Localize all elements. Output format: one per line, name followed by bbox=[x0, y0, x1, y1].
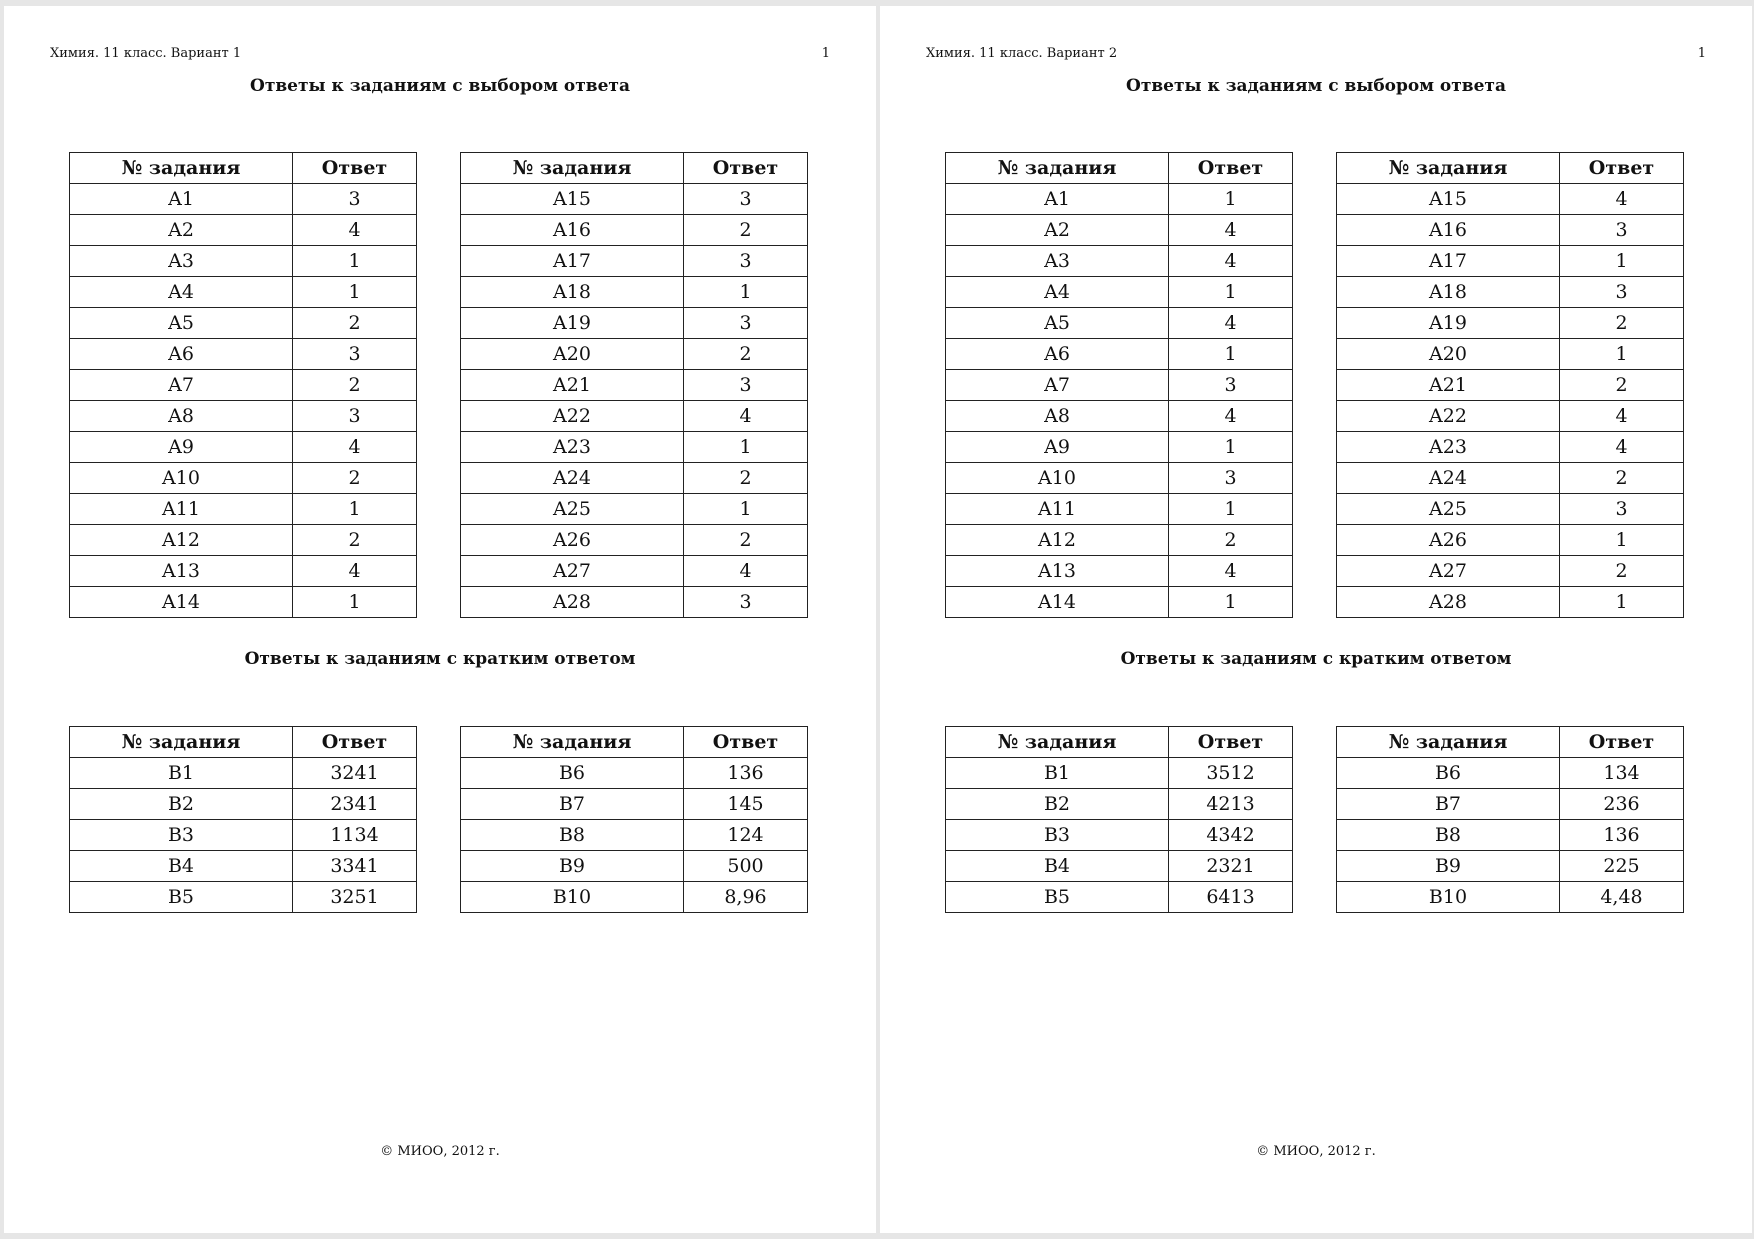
answer-cell: 3 bbox=[293, 401, 417, 432]
answer-cell: 4 bbox=[1169, 556, 1293, 587]
table-row bbox=[1337, 789, 1684, 820]
task-number-cell: A10 bbox=[946, 463, 1169, 494]
column-header-answer: Ответ bbox=[293, 153, 417, 184]
table-row bbox=[946, 494, 1293, 525]
column-header-answer: Ответ bbox=[1560, 727, 1684, 758]
table-row bbox=[461, 463, 808, 494]
answer-cell: 4 bbox=[684, 401, 808, 432]
task-number-cell: B3 bbox=[70, 820, 293, 851]
answer-cell: 4 bbox=[1169, 308, 1293, 339]
answer-cell: 1 bbox=[293, 246, 417, 277]
answer-cell: 4 bbox=[293, 432, 417, 463]
table-row bbox=[461, 370, 808, 401]
answer-cell: 124 bbox=[684, 820, 808, 851]
task-number-cell: A5 bbox=[946, 308, 1169, 339]
answer-cell: 2 bbox=[293, 463, 417, 494]
answer-cell: 2 bbox=[293, 308, 417, 339]
answer-cell: 4 bbox=[1560, 184, 1684, 215]
table-row bbox=[946, 882, 1293, 913]
answer-cell: 2 bbox=[1560, 370, 1684, 401]
table-row bbox=[70, 556, 417, 587]
task-number-cell: A14 bbox=[946, 587, 1169, 618]
answer-cell: 4 bbox=[1169, 215, 1293, 246]
page-header-title: Химия. 11 класс. Вариант 2 bbox=[926, 46, 1118, 61]
task-number-cell: A18 bbox=[461, 277, 684, 308]
task-number-cell: A11 bbox=[946, 494, 1169, 525]
page-number: 1 bbox=[821, 46, 830, 61]
task-number-cell: A23 bbox=[461, 432, 684, 463]
answer-cell: 4,48 bbox=[1560, 882, 1684, 913]
answer-cell: 3 bbox=[684, 308, 808, 339]
column-header-task: № задания bbox=[1337, 727, 1560, 758]
task-number-cell: B4 bbox=[946, 851, 1169, 882]
table-row bbox=[70, 277, 417, 308]
table-row bbox=[70, 370, 417, 401]
task-number-cell: A22 bbox=[1337, 401, 1560, 432]
table-row bbox=[946, 758, 1293, 789]
table-row bbox=[70, 432, 417, 463]
answer-cell: 4 bbox=[1560, 432, 1684, 463]
task-number-cell: A4 bbox=[946, 277, 1169, 308]
task-number-cell: A5 bbox=[70, 308, 293, 339]
section-title-short-answer: Ответы к заданиям с кратким ответом bbox=[244, 649, 636, 669]
table-row bbox=[946, 587, 1293, 618]
column-header-answer: Ответ bbox=[1169, 153, 1293, 184]
task-number-cell: A15 bbox=[461, 184, 684, 215]
table-row bbox=[946, 308, 1293, 339]
answers-table bbox=[69, 726, 417, 913]
table-row bbox=[70, 308, 417, 339]
column-header-answer: Ответ bbox=[293, 727, 417, 758]
table-row bbox=[1337, 246, 1684, 277]
table-row bbox=[1337, 556, 1684, 587]
section-title-multiple-choice: Ответы к заданиям с выбором ответа bbox=[1126, 76, 1506, 96]
task-number-cell: A15 bbox=[1337, 184, 1560, 215]
task-number-cell: A22 bbox=[461, 401, 684, 432]
table-row bbox=[946, 184, 1293, 215]
table-row bbox=[1337, 587, 1684, 618]
answer-cell: 136 bbox=[1560, 820, 1684, 851]
task-number-cell: A27 bbox=[461, 556, 684, 587]
task-number-cell: B3 bbox=[946, 820, 1169, 851]
task-number-cell: B6 bbox=[1337, 758, 1560, 789]
task-number-cell: B5 bbox=[70, 882, 293, 913]
answer-cell: 3 bbox=[1560, 494, 1684, 525]
column-header-task: № задания bbox=[70, 727, 293, 758]
table-row bbox=[70, 215, 417, 246]
table-row bbox=[946, 339, 1293, 370]
section-title-multiple-choice: Ответы к заданиям с выбором ответа bbox=[250, 76, 630, 96]
table-row bbox=[461, 525, 808, 556]
answer-cell: 4 bbox=[1169, 246, 1293, 277]
task-number-cell: A21 bbox=[461, 370, 684, 401]
table-row bbox=[1337, 820, 1684, 851]
column-header-task: № задания bbox=[946, 153, 1169, 184]
answer-cell: 1 bbox=[293, 277, 417, 308]
table-row bbox=[70, 587, 417, 618]
answer-cell: 236 bbox=[1560, 789, 1684, 820]
answers-table bbox=[1336, 726, 1684, 913]
task-number-cell: A28 bbox=[461, 587, 684, 618]
answer-cell: 500 bbox=[684, 851, 808, 882]
task-number-cell: A19 bbox=[1337, 308, 1560, 339]
answer-cell: 4 bbox=[1169, 401, 1293, 432]
answer-cell: 6413 bbox=[1169, 882, 1293, 913]
table-row bbox=[461, 556, 808, 587]
task-number-cell: B7 bbox=[461, 789, 684, 820]
task-number-cell: A19 bbox=[461, 308, 684, 339]
answer-cell: 1 bbox=[293, 587, 417, 618]
table-row bbox=[70, 339, 417, 370]
page-header-title: Химия. 11 класс. Вариант 1 bbox=[50, 46, 242, 61]
table-row bbox=[461, 820, 808, 851]
answer-cell: 3341 bbox=[293, 851, 417, 882]
table-row bbox=[70, 184, 417, 215]
column-header-task: № задания bbox=[461, 727, 684, 758]
answer-cell: 2 bbox=[684, 339, 808, 370]
table-row bbox=[461, 215, 808, 246]
answers-table bbox=[460, 152, 808, 618]
answer-cell: 1 bbox=[1169, 494, 1293, 525]
answer-cell: 1 bbox=[1560, 339, 1684, 370]
task-number-cell: A2 bbox=[70, 215, 293, 246]
task-number-cell: A13 bbox=[70, 556, 293, 587]
table-row bbox=[70, 758, 417, 789]
answer-cell: 3 bbox=[684, 370, 808, 401]
table-row bbox=[1337, 184, 1684, 215]
page-footer-copyright: © МИОО, 2012 г. bbox=[380, 1144, 500, 1159]
answer-cell: 1134 bbox=[293, 820, 417, 851]
table-row bbox=[70, 246, 417, 277]
table-row bbox=[461, 339, 808, 370]
table-row bbox=[1337, 494, 1684, 525]
task-number-cell: A25 bbox=[1337, 494, 1560, 525]
table-row bbox=[461, 308, 808, 339]
task-number-cell: A3 bbox=[946, 246, 1169, 277]
answer-cell: 136 bbox=[684, 758, 808, 789]
answer-cell: 2 bbox=[1560, 463, 1684, 494]
task-number-cell: A8 bbox=[946, 401, 1169, 432]
table-row bbox=[946, 556, 1293, 587]
answer-cell: 4 bbox=[293, 556, 417, 587]
task-number-cell: A20 bbox=[461, 339, 684, 370]
answer-cell: 4 bbox=[293, 215, 417, 246]
table-row bbox=[70, 494, 417, 525]
table-row bbox=[1337, 525, 1684, 556]
table-row bbox=[70, 882, 417, 913]
task-number-cell: B4 bbox=[70, 851, 293, 882]
column-header-answer: Ответ bbox=[684, 153, 808, 184]
answer-sheet-page-variant-2 bbox=[880, 6, 1752, 1233]
table-row bbox=[946, 215, 1293, 246]
task-number-cell: B10 bbox=[461, 882, 684, 913]
answer-cell: 1 bbox=[1560, 246, 1684, 277]
task-number-cell: A7 bbox=[946, 370, 1169, 401]
answer-sheet-page-variant-1 bbox=[4, 6, 876, 1233]
table-row bbox=[461, 246, 808, 277]
answer-cell: 2 bbox=[1560, 556, 1684, 587]
table-row bbox=[946, 820, 1293, 851]
task-number-cell: A26 bbox=[1337, 525, 1560, 556]
table-row bbox=[461, 277, 808, 308]
task-number-cell: B1 bbox=[70, 758, 293, 789]
task-number-cell: A20 bbox=[1337, 339, 1560, 370]
table-row bbox=[70, 525, 417, 556]
answer-cell: 3 bbox=[1560, 215, 1684, 246]
task-number-cell: A24 bbox=[1337, 463, 1560, 494]
answer-cell: 2 bbox=[1169, 525, 1293, 556]
answer-cell: 1 bbox=[684, 277, 808, 308]
column-header-task: № задания bbox=[461, 153, 684, 184]
task-number-cell: A9 bbox=[70, 432, 293, 463]
table-row bbox=[946, 432, 1293, 463]
task-number-cell: A28 bbox=[1337, 587, 1560, 618]
task-number-cell: A16 bbox=[461, 215, 684, 246]
table-row bbox=[1337, 370, 1684, 401]
table-row bbox=[1337, 882, 1684, 913]
task-number-cell: A12 bbox=[70, 525, 293, 556]
table-row bbox=[1337, 215, 1684, 246]
table-row bbox=[70, 463, 417, 494]
table-row bbox=[1337, 401, 1684, 432]
task-number-cell: B1 bbox=[946, 758, 1169, 789]
answer-cell: 1 bbox=[1560, 587, 1684, 618]
task-number-cell: B10 bbox=[1337, 882, 1560, 913]
answer-cell: 4213 bbox=[1169, 789, 1293, 820]
task-number-cell: A2 bbox=[946, 215, 1169, 246]
task-number-cell: A10 bbox=[70, 463, 293, 494]
answer-cell: 3251 bbox=[293, 882, 417, 913]
answer-cell: 2 bbox=[1560, 308, 1684, 339]
answer-cell: 4 bbox=[684, 556, 808, 587]
task-number-cell: A17 bbox=[1337, 246, 1560, 277]
task-number-cell: B7 bbox=[1337, 789, 1560, 820]
table-row bbox=[1337, 851, 1684, 882]
task-number-cell: A3 bbox=[70, 246, 293, 277]
task-number-cell: B6 bbox=[461, 758, 684, 789]
answer-cell: 3 bbox=[1169, 463, 1293, 494]
answer-cell: 1 bbox=[1169, 339, 1293, 370]
table-row bbox=[946, 370, 1293, 401]
answer-cell: 134 bbox=[1560, 758, 1684, 789]
task-number-cell: A25 bbox=[461, 494, 684, 525]
task-number-cell: A9 bbox=[946, 432, 1169, 463]
task-number-cell: A23 bbox=[1337, 432, 1560, 463]
table-row bbox=[70, 820, 417, 851]
task-number-cell: B8 bbox=[1337, 820, 1560, 851]
answer-cell: 3241 bbox=[293, 758, 417, 789]
task-number-cell: A1 bbox=[946, 184, 1169, 215]
answer-cell: 1 bbox=[684, 432, 808, 463]
table-row bbox=[946, 789, 1293, 820]
table-row bbox=[461, 758, 808, 789]
answer-cell: 2 bbox=[293, 370, 417, 401]
answer-cell: 4 bbox=[1560, 401, 1684, 432]
task-number-cell: A26 bbox=[461, 525, 684, 556]
answer-cell: 3 bbox=[1169, 370, 1293, 401]
task-number-cell: A6 bbox=[946, 339, 1169, 370]
answer-cell: 8,96 bbox=[684, 882, 808, 913]
page-footer-copyright: © МИОО, 2012 г. bbox=[1256, 1144, 1376, 1159]
table-row bbox=[461, 882, 808, 913]
answer-cell: 2 bbox=[293, 525, 417, 556]
table-row bbox=[1337, 432, 1684, 463]
table-row bbox=[461, 401, 808, 432]
table-row bbox=[461, 851, 808, 882]
section-title-short-answer: Ответы к заданиям с кратким ответом bbox=[1120, 649, 1512, 669]
task-number-cell: B9 bbox=[1337, 851, 1560, 882]
task-number-cell: A18 bbox=[1337, 277, 1560, 308]
answer-cell: 1 bbox=[1560, 525, 1684, 556]
task-number-cell: A16 bbox=[1337, 215, 1560, 246]
table-row bbox=[946, 277, 1293, 308]
answer-cell: 1 bbox=[1169, 432, 1293, 463]
answer-cell: 2 bbox=[684, 463, 808, 494]
answer-cell: 1 bbox=[1169, 587, 1293, 618]
answer-cell: 4342 bbox=[1169, 820, 1293, 851]
answer-cell: 1 bbox=[1169, 184, 1293, 215]
task-number-cell: A12 bbox=[946, 525, 1169, 556]
task-number-cell: B8 bbox=[461, 820, 684, 851]
table-row bbox=[946, 246, 1293, 277]
table-row bbox=[946, 463, 1293, 494]
table-row bbox=[70, 851, 417, 882]
answer-cell: 3512 bbox=[1169, 758, 1293, 789]
task-number-cell: A7 bbox=[70, 370, 293, 401]
task-number-cell: B2 bbox=[946, 789, 1169, 820]
answer-cell: 3 bbox=[1560, 277, 1684, 308]
column-header-answer: Ответ bbox=[684, 727, 808, 758]
answer-cell: 3 bbox=[684, 184, 808, 215]
task-number-cell: A21 bbox=[1337, 370, 1560, 401]
table-row bbox=[1337, 308, 1684, 339]
answer-cell: 1 bbox=[684, 494, 808, 525]
table-row bbox=[946, 401, 1293, 432]
table-row bbox=[461, 587, 808, 618]
task-number-cell: A24 bbox=[461, 463, 684, 494]
table-row bbox=[70, 401, 417, 432]
column-header-task: № задания bbox=[70, 153, 293, 184]
column-header-task: № задания bbox=[946, 727, 1169, 758]
answers-table bbox=[460, 726, 808, 913]
answer-cell: 2 bbox=[684, 215, 808, 246]
table-row bbox=[461, 184, 808, 215]
task-number-cell: A27 bbox=[1337, 556, 1560, 587]
answer-cell: 225 bbox=[1560, 851, 1684, 882]
answers-table bbox=[69, 152, 417, 618]
task-number-cell: A8 bbox=[70, 401, 293, 432]
answers-table bbox=[945, 152, 1293, 618]
page-number: 1 bbox=[1697, 46, 1706, 61]
table-row bbox=[1337, 339, 1684, 370]
task-number-cell: B5 bbox=[946, 882, 1169, 913]
table-row bbox=[946, 851, 1293, 882]
answer-cell: 3 bbox=[684, 587, 808, 618]
task-number-cell: A14 bbox=[70, 587, 293, 618]
answer-cell: 3 bbox=[684, 246, 808, 277]
task-number-cell: B9 bbox=[461, 851, 684, 882]
answers-table bbox=[1336, 152, 1684, 618]
answer-cell: 1 bbox=[293, 494, 417, 525]
task-number-cell: A4 bbox=[70, 277, 293, 308]
answer-cell: 2341 bbox=[293, 789, 417, 820]
table-row bbox=[461, 789, 808, 820]
table-row bbox=[1337, 758, 1684, 789]
task-number-cell: A6 bbox=[70, 339, 293, 370]
table-row bbox=[461, 494, 808, 525]
answer-cell: 2 bbox=[684, 525, 808, 556]
column-header-answer: Ответ bbox=[1169, 727, 1293, 758]
task-number-cell: A11 bbox=[70, 494, 293, 525]
table-row bbox=[1337, 463, 1684, 494]
answers-table bbox=[945, 726, 1293, 913]
task-number-cell: A1 bbox=[70, 184, 293, 215]
answer-cell: 1 bbox=[1169, 277, 1293, 308]
task-number-cell: A13 bbox=[946, 556, 1169, 587]
answer-cell: 3 bbox=[293, 339, 417, 370]
answer-cell: 2321 bbox=[1169, 851, 1293, 882]
table-row bbox=[1337, 277, 1684, 308]
answer-cell: 3 bbox=[293, 184, 417, 215]
column-header-answer: Ответ bbox=[1560, 153, 1684, 184]
table-row bbox=[70, 789, 417, 820]
column-header-task: № задания bbox=[1337, 153, 1560, 184]
answer-cell: 145 bbox=[684, 789, 808, 820]
table-row bbox=[461, 432, 808, 463]
task-number-cell: B2 bbox=[70, 789, 293, 820]
table-row bbox=[946, 525, 1293, 556]
task-number-cell: A17 bbox=[461, 246, 684, 277]
